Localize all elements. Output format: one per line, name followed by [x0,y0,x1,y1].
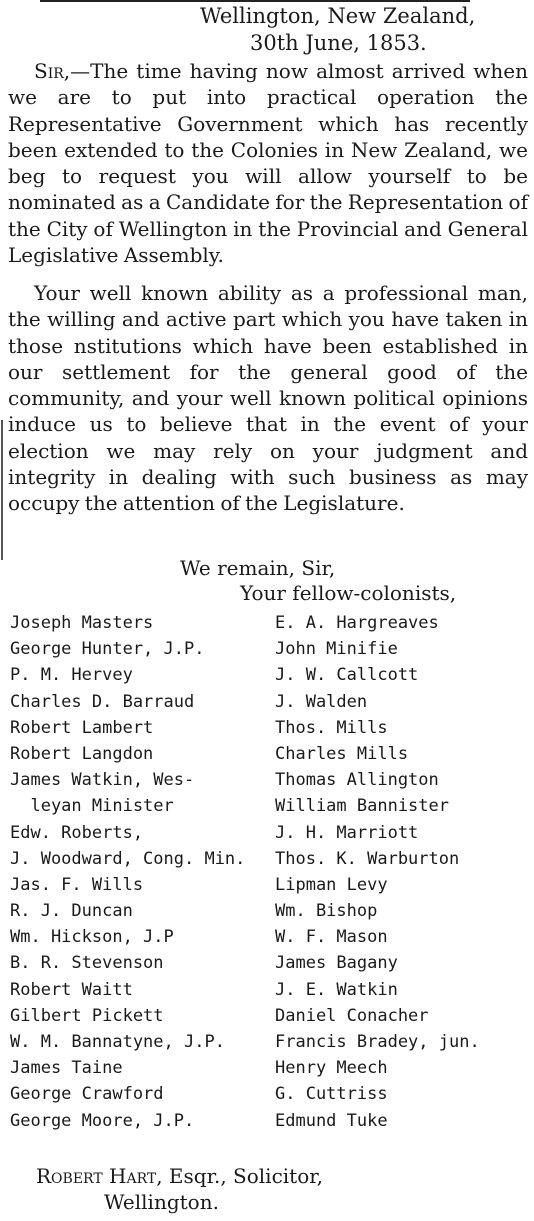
signatory-row [10,1029,530,1055]
signatory-left: Charles D. Barraud [10,691,195,712]
signatory-left: Robert Langdon [10,743,154,764]
signatory-left: W. M. Bannatyne, J.P. [10,1032,225,1052]
signatory-right: Thos. Mills [275,717,388,738]
paragraph-request-text: —The time having now almost arrived when we are to put into practical operation the Representative Government which has recently been extended to the Colonies in New Zealand, we beg to request you will allow yourself to be nominated as a Candidate for the Representation of the City of Wellington in the Provincial and General Legislative Assembly. [8,59,528,268]
signatory-row [10,820,530,846]
signatory-left: Wm. Hickson, J.P [10,927,174,948]
signatory-row [10,898,530,924]
signatory-right: J. H. Marriott [275,822,419,843]
signatory-right: William Bannister [275,796,449,817]
signatory-left: George Moore, J.P. [10,1110,195,1131]
signatory-right: James Bagany [275,953,398,974]
signatory-row [10,977,530,1003]
signatory-right: Thomas Allington [275,770,439,791]
paragraph-reasons: Your well known ability as a professional man, the willing and active part which you have taken in those nstitutions which have been established in our settlement for the general good of the community, and your well known political opinions induce us to believe that in the event of your election we may rely on your judgment and integrity in dealing with such business as may occupy the attention of the Legislature. [8,281,528,516]
salutation: Sir, [34,59,71,83]
signatory-row [10,924,530,950]
signatory-left: Robert Waitt [10,979,133,1000]
addressee-title: , Esqr., Solicitor, [156,1164,323,1188]
signatory-left: Robert Lambert [10,717,154,738]
signatory-row [10,636,530,662]
signatory-left: Gilbert Pickett [10,1005,164,1026]
signatory-right: Thos. K. Warburton [275,848,460,869]
signatory-right: Daniel Conacher [275,1005,429,1026]
header-place: Wellington, New Zealand, [200,4,476,28]
signatories-list [10,610,530,1134]
signatory-row [10,610,530,636]
signatory-right: Francis Bradey, jun. [275,1032,480,1052]
signatory-right: Henry Meech [275,1058,388,1079]
addressee-city: Wellington. [104,1190,219,1214]
signatory-row [10,741,530,767]
signatory-right: J. Walden [275,691,368,712]
signatory-left: B. R. Stevenson [10,953,164,974]
signatory-left: Edw. Roberts, [10,822,144,843]
signatory-right: Charles Mills [275,743,409,764]
signatory-row [10,1108,530,1134]
signatory-right: J. W. Callcott [275,665,419,686]
signatory-left: leyan Minister [10,796,174,817]
paragraph-request [8,58,528,268]
signatory-right: J. E. Watkin [275,979,398,1000]
signatory-right: G. Cuttriss [275,1084,388,1105]
signatory-row [10,846,530,872]
signatory-row [10,1081,530,1107]
signatory-row [10,1003,530,1029]
signatory-right: John Minifie [275,639,398,660]
signatory-left: R. J. Duncan [10,901,133,922]
signatory-row [10,767,530,793]
signatory-left: Jas. F. Wills [10,874,144,895]
signatory-right: E. A. Hargreaves [275,613,439,633]
signatory-left: George Crawford [10,1084,164,1105]
left-margin-rule [1,420,3,560]
signatory-left: P. M. Hervey [10,665,133,686]
signatory-row [10,950,530,976]
signatory-left: J. Woodward, Cong. Min. [10,848,246,869]
signatory-row [10,662,530,688]
signatory-row [10,872,530,898]
signatory-row [10,1055,530,1081]
signatory-right: Lipman Levy [275,874,388,895]
signatory-right: Edmund Tuke [275,1110,388,1131]
signatory-left: Joseph Masters [10,613,154,633]
closing-line-1: We remain, Sir, [180,556,336,580]
signatory-right: W. F. Mason [275,927,388,948]
signatory-row [10,715,530,741]
signatory-left: James Watkin, Wes- [10,770,195,791]
signatory-right: Wm. Bishop [275,901,378,922]
signatory-left: George Hunter, J.P. [10,639,205,660]
closing-line-2: Your fellow-colonists, [240,581,457,605]
addressee-name: Robert Hart [36,1164,157,1188]
header-date: 30th June, 1853. [250,31,427,55]
addressee-line [36,1164,323,1188]
signatory-left: James Taine [10,1058,123,1079]
signatory-row [10,689,530,715]
top-rule [40,0,470,2]
signatory-row [10,793,530,819]
